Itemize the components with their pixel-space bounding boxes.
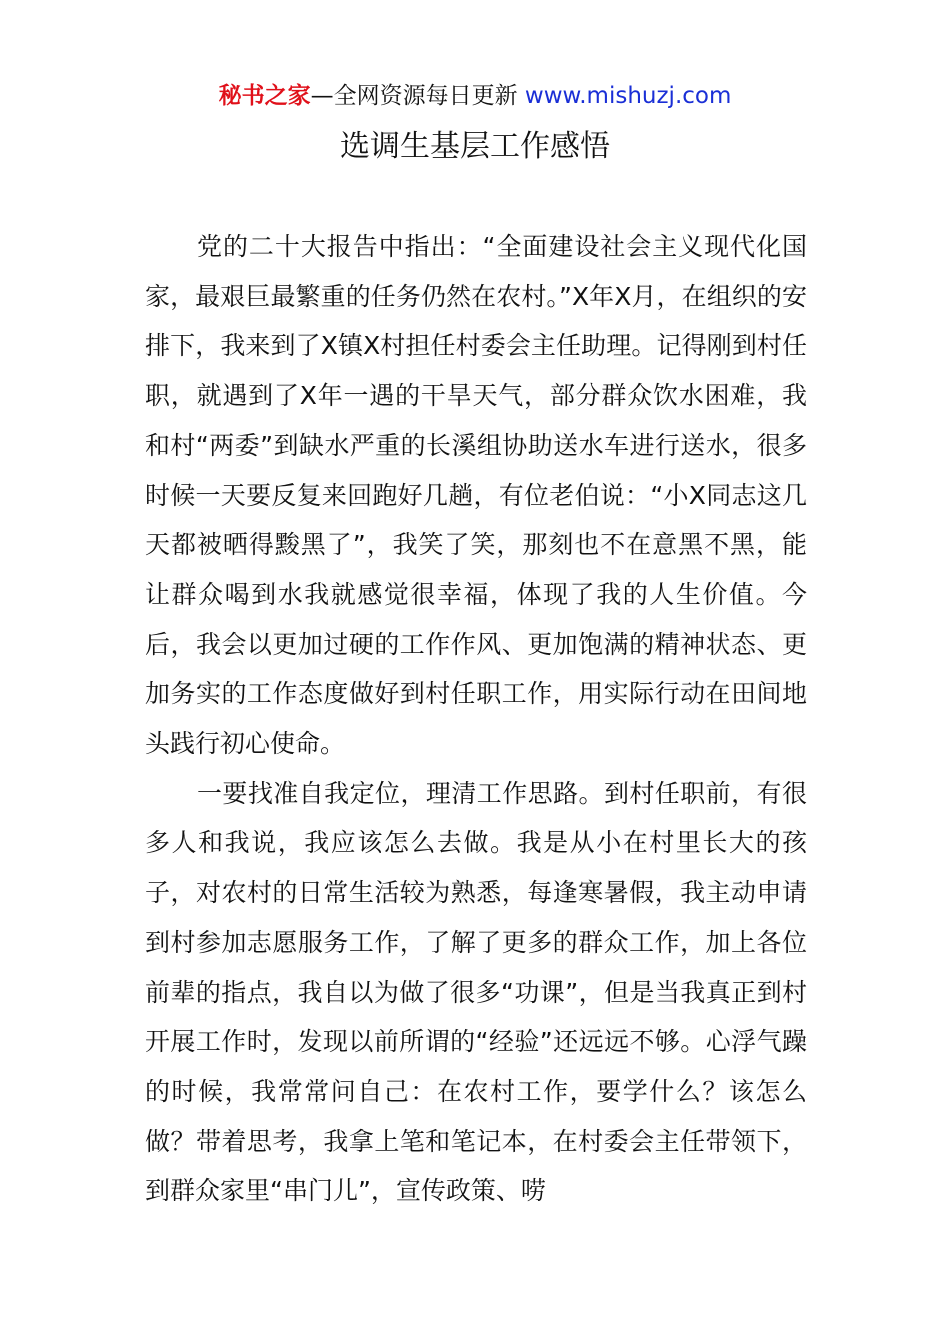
site-url-link[interactable]: www.mishuzj.com — [524, 83, 732, 109]
paragraph-1: 党的二十大报告中指出：“全面建设社会主义现代化国家，最艰巨最繁重的任务仍然在农村。”X年X月，在组织的安排下，我来到了X镇X村担任村委会主任助理。记得刚到村任职，就遇到了X年一遇的干旱天气，部分群众饮水困难，我和村“两委”到缺水严重的长溪组协助送水车进行送水，很多时候一天要反复来回跑好几趟，有位老伯说：“小X同志这几天都被晒得黢黑了”，我笑了笑，那刻也不在意黑不黑，能让群众喝到水我就感觉很幸福，体现了我的人生价值。今后，我会以更加过硬的工作作风、更加饱满的精神状态、更加务实的工作态度做好到村任职工作，用实际行动在田间地头践行初心使命。 — [145, 232, 807, 759]
document-body — [145, 222, 807, 1216]
page-title: 选调生基层工作感悟 — [340, 129, 610, 164]
header-tagline: —全网资源每日更新 — [310, 83, 518, 109]
site-header — [0, 80, 950, 112]
paragraph-2: 一要找准自我定位，理清工作思路。到村任职前，有很多人和我说，我应该怎么去做。我是从小在村里长大的孩子，对农村的日常生活较为熟悉，每逢寒暑假，我主动申请到村参加志愿服务工作，了解了更多的群众工作，加上各位前辈的指点，我自以为做了很多“功课”，但是当我真正到村开展工作时，发现以前所谓的“经验”还远远不够。心浮气躁的时候，我常常问自己：在农村工作，要学什么？该怎么做？带着思考，我拿上笔和笔记本，在村委会主任带领下，到群众家里“串门儿”，宣传政策、唠 — [145, 778, 807, 1206]
brand-name: 秘书之家 — [218, 83, 311, 109]
